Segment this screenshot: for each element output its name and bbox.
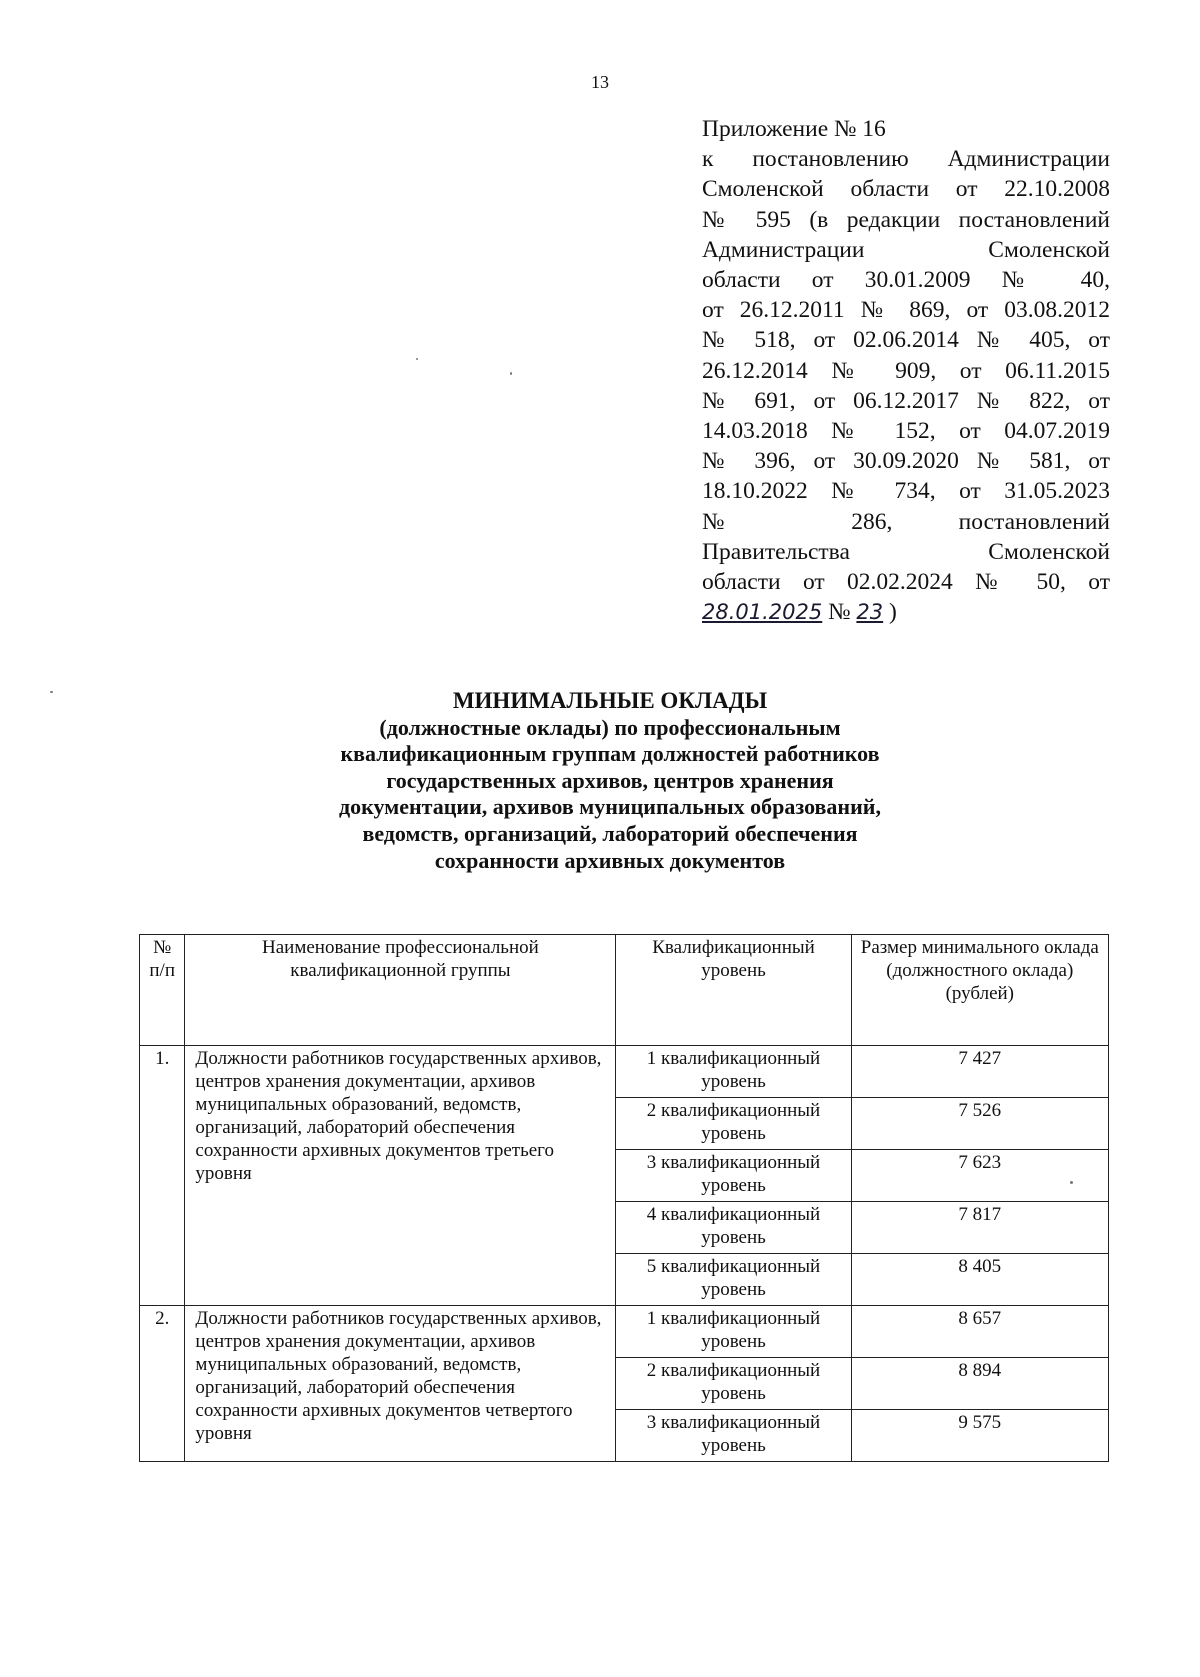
appendix-line: № 691, от 06.12.2017 № 822, от (702, 387, 1110, 414)
page-number: 13 (591, 72, 609, 92)
title-line: квалификационным группам должностей работников (340, 741, 880, 767)
salary-cell: 7 817 (851, 1202, 1108, 1254)
salary-cell: 7 623 (851, 1150, 1108, 1202)
table-row (140, 1306, 1109, 1358)
appendix-line: 18.10.2022 № 734, от 31.05.2023 (702, 478, 1110, 505)
appendix-line: № 286, постановлений (702, 508, 1110, 535)
header-size: Размер минимального оклада (должностного оклада) (рублей) (851, 935, 1108, 1046)
level-cell: 3 квалификационный уровень (616, 1150, 851, 1202)
table-row (140, 1046, 1109, 1098)
appendix-line: 26.12.2014 № 909, от 06.11.2015 (702, 357, 1110, 384)
group-num: 2. (140, 1306, 185, 1462)
level-cell: 2 квалификационный уровень (616, 1358, 851, 1410)
level-cell: 1 квалификационный уровень (616, 1306, 851, 1358)
handwritten-date: 28.01.2025 (702, 600, 823, 625)
handwritten-number: 23 (856, 600, 884, 625)
title-line: сохранности архивных документов (434, 847, 786, 873)
appendix-line: Правительства Смоленской (702, 538, 1110, 565)
group-name (185, 1306, 616, 1462)
appendix-line: области от 30.01.2009 № 40, (702, 267, 1110, 294)
number-sign: № (828, 599, 851, 626)
appendix-line: к постановлению Администрации (702, 146, 1110, 173)
group-name-text: Должности работников государственных архивов, центров хранения документации, архивов муниципальных образований, ведомств, организаций, лабораторий обеспечения сохранности архивных документов третьего уровня (195, 1048, 602, 1184)
group-num: 1. (140, 1046, 185, 1306)
appendix-line: от 26.12.2011 № 869, от 03.08.2012 (702, 297, 1110, 324)
table-header-row (140, 935, 1109, 1046)
salary-cell: 7 427 (851, 1046, 1108, 1098)
closing-paren: ) (889, 599, 897, 626)
scan-speck (510, 372, 512, 375)
scan-speck (50, 691, 53, 693)
level-cell: 4 квалификационный уровень (616, 1202, 851, 1254)
salary-cell: 7 526 (851, 1098, 1108, 1150)
appendix-signature-line (702, 597, 1110, 627)
salary-cell: 8 657 (851, 1306, 1108, 1358)
appendix-line: № 518, от 02.06.2014 № 405, от (702, 327, 1110, 354)
group-name (185, 1046, 616, 1306)
appendix-line: № 396, от 30.09.2020 № 581, от (702, 448, 1110, 475)
level-cell: 1 квалификационный уровень (616, 1046, 851, 1098)
header-num: № п/п (140, 935, 185, 1046)
title-line: государственных архивов, центров хранения (386, 767, 834, 793)
level-cell: 5 квалификационный уровень (616, 1254, 851, 1306)
appendix-line: области от 02.02.2024 № 50, от (702, 569, 1110, 596)
appendix-line: Смоленской области от 22.10.2008 (702, 176, 1110, 203)
title-line: документации, архивов муниципальных образований, (339, 794, 881, 820)
group-name-text: Должности работников государственных архивов, центров хранения документации, архивов муниципальных образований, ведомств, организаций, лабораторий обеспечения сохранности архивных документов четвертого уровня (195, 1308, 602, 1444)
level-cell: 3 квалификационный уровень (616, 1410, 851, 1462)
header-name: Наименование профессиональной квалификационной группы (185, 935, 616, 1046)
salary-cell: 8 405 (851, 1254, 1108, 1306)
appendix-line: 14.03.2018 № 152, от 04.07.2019 (702, 418, 1110, 445)
document-title (180, 688, 1040, 874)
scan-speck (416, 358, 418, 360)
salary-cell: 9 575 (851, 1410, 1108, 1462)
level-cell: 2 квалификационный уровень (616, 1098, 851, 1150)
title-line: (должностные оклады) по профессиональным (379, 714, 841, 740)
title-main: МИНИМАЛЬНЫЕ ОКЛАДЫ (452, 688, 768, 713)
salary-table (139, 934, 1109, 1462)
appendix-line: Администрации Смоленской (702, 236, 1110, 263)
appendix-line: Приложение № 16 (702, 116, 886, 142)
title-line: ведомств, организаций, лабораторий обеспечения (362, 820, 858, 846)
salary-cell: 8 894 (851, 1358, 1108, 1410)
header-level: Квалификационный уровень (616, 935, 851, 1046)
appendix-line: № 595 (в редакции постановлений (702, 206, 1110, 233)
appendix-block (702, 114, 1110, 627)
